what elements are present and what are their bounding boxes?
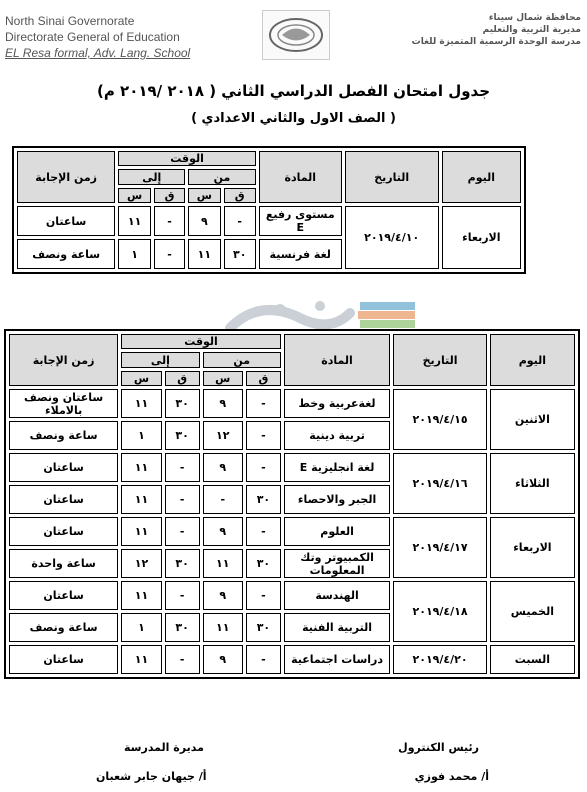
duration-cell: ساعة ونصف	[9, 421, 118, 450]
subject-cell: مستوى رفيع E	[259, 206, 342, 236]
to-minute-cell: ٣٠	[165, 613, 200, 642]
duration-cell: ساعتان	[9, 517, 118, 546]
table-row	[9, 389, 575, 418]
col-to-hour: س	[121, 371, 162, 386]
day-cell: الخميس	[490, 581, 575, 642]
from-minute-cell: ٣٠	[224, 239, 256, 269]
school-name: EL Resa formal, Adv. Lang. School	[5, 46, 191, 60]
duration-cell: ساعتان	[9, 581, 118, 610]
from-hour-cell: ١١	[203, 549, 244, 578]
from-minute-cell: -	[224, 206, 256, 236]
from-minute-cell: ٣٠	[246, 485, 281, 514]
day-cell: الاربعاء	[442, 206, 521, 269]
duration-cell: ساعتان	[17, 206, 115, 236]
to-hour-cell: ١١	[121, 517, 162, 546]
date-cell: ٢٠١٩/٤/١٠	[345, 206, 439, 269]
header-left-line: Directorate General of Education	[5, 30, 180, 44]
col-to-minute: ق	[154, 188, 185, 203]
to-minute-cell: -	[165, 453, 200, 482]
col-from-hour: س	[203, 371, 244, 386]
from-hour-cell: ١٢	[203, 421, 244, 450]
exam-table-1	[12, 146, 526, 274]
from-hour-cell: ٩	[203, 517, 244, 546]
from-hour-cell: -	[203, 485, 244, 514]
table-row	[17, 206, 521, 236]
header-arabic	[412, 12, 581, 48]
date-cell: ٢٠١٩/٤/١٨	[393, 581, 486, 642]
from-minute-cell: -	[246, 645, 281, 674]
to-minute-cell: -	[154, 206, 185, 236]
to-minute-cell: -	[165, 645, 200, 674]
duration-cell: ساعة واحدة	[9, 549, 118, 578]
from-hour-cell: ٩	[203, 453, 244, 482]
subject-cell: الكمبيوتر وتك المعلومات	[284, 549, 390, 578]
from-hour-cell: ٩	[188, 206, 221, 236]
duration-cell: ساعة ونصف	[17, 239, 115, 269]
subject-cell: تربية دينية	[284, 421, 390, 450]
subject-cell: لغة فرنسية	[259, 239, 342, 269]
day-cell: السبت	[490, 645, 575, 674]
table-row	[9, 581, 575, 610]
date-cell: ٢٠١٩/٤/٢٠	[393, 645, 486, 674]
from-hour-cell: ٩	[203, 581, 244, 610]
to-hour-cell: ١١	[121, 581, 162, 610]
to-minute-cell: ٣٠	[165, 421, 200, 450]
subject-cell: الهندسة	[284, 581, 390, 610]
col-from: من	[203, 352, 281, 368]
subject-cell: لغة انجليزية E	[284, 453, 390, 482]
header-right-line: مديرية التربية والتعليم	[482, 25, 581, 35]
exam-table-2	[4, 329, 580, 679]
subject-cell: التربية الفنية	[284, 613, 390, 642]
col-date: التاريخ	[393, 334, 486, 386]
to-hour-cell: ١١	[121, 485, 162, 514]
col-from: من	[188, 169, 256, 185]
duration-cell: ساعتان	[9, 453, 118, 482]
to-minute-cell: -	[154, 239, 185, 269]
school-logo-icon	[262, 10, 330, 60]
page-subtitle: ( الصف الاول والثاني الاعدادي )	[191, 111, 396, 126]
col-date: التاريخ	[345, 151, 439, 203]
to-hour-cell: ١	[118, 239, 151, 269]
col-from-minute: ق	[224, 188, 256, 203]
col-subject: المادة	[259, 151, 342, 203]
from-minute-cell: -	[246, 453, 281, 482]
col-to-hour: س	[118, 188, 151, 203]
col-to: إلى	[118, 169, 185, 185]
duration-cell: ساعتان	[9, 645, 118, 674]
from-hour-cell: ٩	[203, 389, 244, 418]
to-minute-cell: -	[165, 581, 200, 610]
to-hour-cell: ١١	[121, 389, 162, 418]
col-from-hour: س	[188, 188, 221, 203]
from-hour-cell: ١١	[203, 613, 244, 642]
day-cell: الاثنين	[490, 389, 575, 450]
control-head-title: رئيس الكنترول	[398, 741, 479, 754]
col-time: الوقت	[118, 151, 255, 166]
header-left-line: North Sinai Governorate	[5, 14, 135, 28]
principal-title: مديرة المدرسة	[124, 741, 204, 754]
header-right-line: محافظة شمال سيناء	[488, 13, 581, 23]
from-hour-cell: ٩	[203, 645, 244, 674]
col-to: إلى	[121, 352, 199, 368]
day-cell: الثلاثاء	[490, 453, 575, 514]
control-head-name: أ/ محمد فوزي	[414, 770, 489, 783]
col-day: اليوم	[442, 151, 521, 203]
header-row	[17, 151, 521, 166]
date-cell: ٢٠١٩/٤/١٦	[393, 453, 486, 514]
from-minute-cell: -	[246, 517, 281, 546]
subject-cell: لغةعربية وخط	[284, 389, 390, 418]
col-subject: المادة	[284, 334, 390, 386]
col-to-minute: ق	[165, 371, 200, 386]
header-row	[9, 334, 575, 349]
from-hour-cell: ١١	[188, 239, 221, 269]
subject-cell: العلوم	[284, 517, 390, 546]
header-english	[5, 13, 190, 61]
col-day: اليوم	[490, 334, 575, 386]
from-minute-cell: -	[246, 421, 281, 450]
from-minute-cell: ٣٠	[246, 613, 281, 642]
from-minute-cell: -	[246, 389, 281, 418]
to-hour-cell: ١٢	[121, 549, 162, 578]
table-row	[9, 453, 575, 482]
to-hour-cell: ١	[121, 421, 162, 450]
duration-cell: ساعتان ونصف بالاملاء	[9, 389, 118, 418]
principal-name: أ/ جيهان جابر شعبان	[96, 770, 207, 783]
table-row	[9, 517, 575, 546]
to-hour-cell: ١	[121, 613, 162, 642]
to-minute-cell: -	[165, 485, 200, 514]
day-cell: الاربعاء	[490, 517, 575, 578]
page-title: جدول امتحان الفصل الدراسي الثاني ( ٢٠١٨ /٢٠١٩ م)	[96, 82, 491, 100]
to-hour-cell: ١١	[121, 645, 162, 674]
col-time: الوقت	[121, 334, 281, 349]
col-duration: زمن الإجابة	[9, 334, 118, 386]
to-hour-cell: ١١	[121, 453, 162, 482]
header-right-line: مدرسة الوحدة الرسمية المتميزة للغات	[411, 37, 581, 47]
col-duration: زمن الإجابة	[17, 151, 115, 203]
to-hour-cell: ١١	[118, 206, 151, 236]
col-from-minute: ق	[246, 371, 281, 386]
to-minute-cell: -	[165, 517, 200, 546]
duration-cell: ساعتان	[9, 485, 118, 514]
date-cell: ٢٠١٩/٤/١٥	[393, 389, 486, 450]
from-minute-cell: ٣٠	[246, 549, 281, 578]
to-minute-cell: ٣٠	[165, 549, 200, 578]
subject-cell: دراسات اجتماعية	[284, 645, 390, 674]
date-cell: ٢٠١٩/٤/١٧	[393, 517, 486, 578]
subject-cell: الجبر والاحصاء	[284, 485, 390, 514]
duration-cell: ساعة ونصف	[9, 613, 118, 642]
from-minute-cell: -	[246, 581, 281, 610]
to-minute-cell: ٣٠	[165, 389, 200, 418]
table-row	[9, 645, 575, 674]
